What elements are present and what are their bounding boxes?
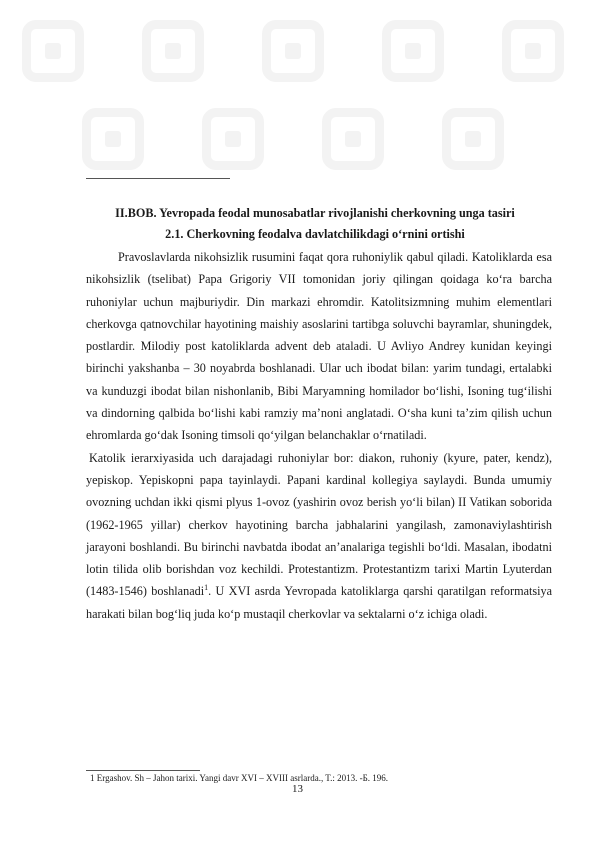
watermark-mark: [322, 108, 384, 170]
chapter-heading: II.BOB. Yevropada feodal munosabatlar rivojlanishi cherkovning unga tasiri: [115, 206, 515, 220]
body-text: [86, 246, 552, 625]
paragraph-1: Pravoslavlarda nikohsizlik rusumini faqat qora ruhoniylik qabul qiladi. Katoliklarda esa nikohsizlik (tselibat) Papa Grigoriy VII tomonidan joriy qilingan qoidaga ko‘ra barcha ruhoniylar uchun majburiydir. Din markazi ehromdir. Katolitsizmning muhim elementlari cherkovga qatnovchilar hayotining maishiy asoslarini tartibga soluvchi bayramlar, shuningdek, postlardir. Milodiy post katoliklarda advent deb ataladi. U Avliyo Andrey kunidan keyingi birinchi yakshanba – 30 noyabrda boshlanadi. Ular uch ibodat bilan: yarim tundagi, ertalabki va kunduzgi ibodat bilan nishonlanib, Bibi Maryamning homilador bo‘lishi, Isoning tug‘ilishi va dindorning qalbida bo‘lishi kabi ramziy ma’noni anglatadi. O‘sha kuni ta’zim qilish uchun ehromlarda go‘dak Isoning timsoli qo‘yilgan belanchaklar o‘rnatiladi.: [86, 250, 552, 443]
watermark-mark: [22, 20, 84, 82]
paragraph-2: [86, 447, 552, 625]
footnote-ref: 1: [204, 583, 209, 593]
footnote-divider: [86, 770, 200, 771]
top-divider: [86, 178, 230, 179]
watermark-mark: [382, 20, 444, 82]
watermark-mark: [262, 20, 324, 82]
watermark-mark: [502, 20, 564, 82]
paragraph-2-text: Katolik ierarxiyasida uch darajadagi ruhoniylar bor: diakon, ruhoniy (kyure, pater, kendz), yepiskop. Yepiskopni papa tayinlaydi. Papani kardinal kollegiya saylaydi. Bunda umumiy ovozning uchdan ikki qismi plyus 1-ovoz (yashirin ovoz berish yo‘li bilan) II Vatikan soborida (1962-1965 yillar) cherkov hayotining barcha jabhalarini yangilash, zamonaviylashtirish jarayoni boshlandi. Bu birinchi navbatda ibodat an’analariga tegishli bo‘ldi. Masalan, ibodatni lotin tilida olib borishdan voz kechildi. Protestantizm. Protestantizm tarixi Martin Lyuterdan (1483-1546) boshlanadi: [86, 450, 552, 599]
watermark-mark: [202, 108, 264, 170]
footnote: 1 Ergashov. Sh – Jahon tarixi. Yangi davr XVI – XVIII asrlarda., T.: 2013. -Б. 196.: [90, 773, 389, 783]
paragraph-2-rest: . U XVI asrda Yevropada katoliklarga qarshi qaratilgan reformatsiya harakati bilan bog‘liq juda ko‘p mustaqil cherkovlar va sektalarni o‘z ichiga oladi.: [86, 584, 552, 621]
watermark-mark: [442, 108, 504, 170]
section-heading: 2.1. Cherkovning feodalva davlatchilikdagi o‘rnini ortishi: [165, 227, 465, 241]
watermark-mark: [142, 20, 204, 82]
page-number: 13: [292, 783, 303, 795]
watermark-mark: [82, 108, 144, 170]
